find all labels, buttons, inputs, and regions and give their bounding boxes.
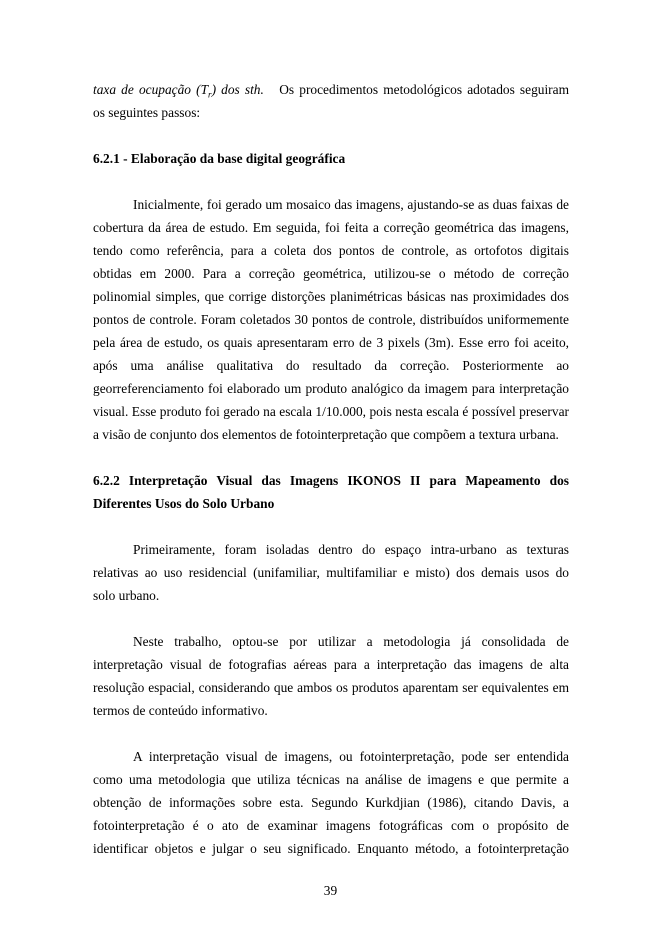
section-622-paragraph-3	[93, 745, 569, 860]
section-622-heading-line-2: Diferentes Usos do Solo Urbano	[93, 496, 275, 511]
paragraph-line: obtidas em 2000. Para a correção geométrica, utilizou-se o método de correção	[93, 266, 569, 281]
paragraph-line: cobertura da área de estudo. Em seguida, foi feita a correção geométrica das imagens,	[93, 220, 569, 235]
intro-line-1	[93, 78, 569, 101]
intro-italic-text: taxa de ocupação (T	[93, 82, 209, 97]
paragraph-line: pela área de estudo, os quais apresentaram erro de 3 pixels (3m). Esse erro foi aceito,	[93, 335, 569, 350]
section-621-paragraph	[93, 193, 569, 446]
paragraph-line: obtenção de informações sobre esta. Segundo Kurkdjian (1986), citando Davis, a	[93, 795, 569, 810]
paragraph-line: Neste trabalho, optou-se por utilizar a metodologia já consolidada de	[133, 634, 569, 649]
paragraph-line: relativas ao uso residencial (unifamiliar, multifamiliar e misto) dos demais usos do	[93, 565, 569, 580]
paragraph-line: solo urbano.	[93, 588, 160, 603]
paragraph-line: a visão de conjunto dos elementos de fotointerpretação que compõem a textura urbana.	[93, 427, 559, 442]
paragraph-line: fotointerpretação é o ato de examinar imagens fotográficas com o propósito de	[93, 818, 569, 833]
paragraph-line: polinomial simples, que corrige distorções planimétricas básicas nas proximidades dos	[93, 289, 569, 304]
intro-line-2: os seguintes passos:	[93, 105, 201, 120]
paragraph-line: resolução espacial, considerando que ambos os produtos aparentam ser equivalentes em	[93, 680, 569, 695]
paragraph-line: tendo como referência, para a coleta dos pontos de controle, as ortofotos digitais	[93, 243, 569, 258]
section-622-paragraph-2	[93, 630, 569, 722]
paragraph-line: Inicialmente, foi gerado um mosaico das imagens, ajustando-se as duas faixas de	[133, 197, 569, 212]
paragraph-line: visual. Esse produto foi gerado na escala 1/10.000, pois nesta escala é possível preservar	[93, 404, 569, 419]
paragraph-line: interpretação visual de fotografias aéreas para a interpretação das imagens de alta	[93, 657, 569, 672]
paragraph-line: A interpretação visual de imagens, ou fotointerpretação, pode ser entendida	[133, 749, 569, 764]
paragraph-line: pontos de controle. Foram coletados 30 pontos de controle, distribuídos uniformemente	[93, 312, 569, 327]
section-622-paragraph-1	[93, 538, 569, 607]
page-number: 39	[323, 883, 338, 898]
paragraph-line: georreferenciamento foi elaborado um produto analógico da imagem para interpretação	[93, 381, 569, 396]
document-page	[93, 78, 569, 860]
paragraph-line: após uma análise qualitativa do resultado da correção. Posteriormente ao	[93, 358, 569, 373]
intro-rest-text: Os procedimentos metodológicos adotados seguiram	[279, 82, 570, 97]
paragraph-line: como uma metodologia que utiliza técnicas na análise de imagens e que permite a	[93, 772, 569, 787]
intro-subscript: r	[208, 89, 212, 100]
intro-italic-text-2: ) dos sth.	[211, 82, 264, 97]
paragraph-line: Primeiramente, foram isoladas dentro do espaço intra-urbano as texturas	[133, 542, 569, 557]
paragraph-line: termos de conteúdo informativo.	[93, 703, 268, 718]
section-622-heading-line-1: 6.2.2 Interpretação Visual das Imagens IKONOS II para Mapeamento dos	[93, 473, 569, 488]
section-621-heading: 6.2.1 - Elaboração da base digital geográfica	[93, 151, 346, 166]
paragraph-line: identificar objetos e julgar o seu significado. Enquanto método, a fotointerpretação	[93, 841, 569, 856]
